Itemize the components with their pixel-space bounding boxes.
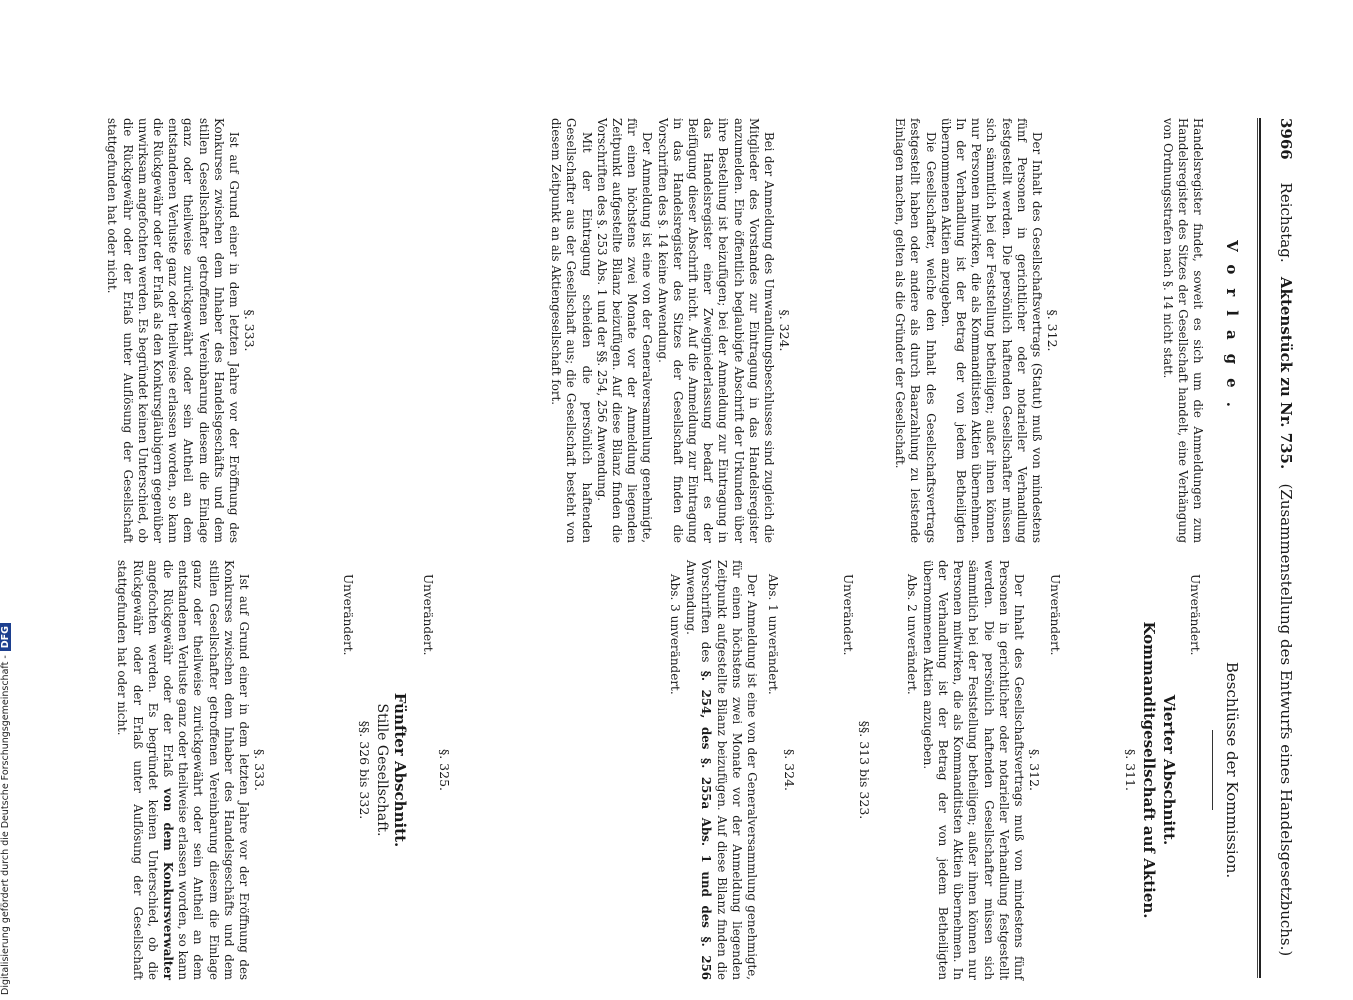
right-unveraendert-5: Unverändert. bbox=[341, 574, 355, 656]
right-s312-paragraph-1: Der Inhalt des Gesellschaftsvertrags muß von mindestens fünf Personen in gerichtlicher oder notarieller Verhandlung festgestellt werden. Die persönlich haftenden Gesellschafter müssen sich sämmtlich bei der Feststellung betheiligen; außer ihnen können nur Personen mitwirken, die als Kommanditisten Aktien übernehmen. In der Verhandlung ist der Betrag der von jedem Betheiligten übernommenen Aktien anzugeben. bbox=[920, 560, 1026, 980]
left-s324-paragraph-3: Mit der Eintragung scheiden die persönlich haftenden Gesellschafter aus der Gesellschaft aus; die Gesellschaft besteht von diesem Zeitpunkt an als Aktiengesellschaft fort. bbox=[549, 118, 594, 543]
right-unveraendert-2: Unverändert. bbox=[1048, 574, 1062, 656]
right-s324-paragraph-1: Abs. 1 unverändert. bbox=[766, 574, 780, 695]
right-s324-paragraph-3: Abs. 3 unverändert. bbox=[667, 574, 682, 695]
left-s324-paragraph-1: Bei der Anmeldung des Umwandlungsbeschlusses sind zugleich die Mitglieder des Vorstandes zur Eintragung in das Handelsregister anzumelden. Eine öffentlich beglaubigte Abschrift der Urkunden über ihre Bestellung ist beizufügen; bei der Anmeldung zur Eintragung in das Handelsregister einer Zweigniederlassung bedarf es der Beifügung dieser Abschrift nicht. Auf die Anmeldung zur Eintragung in das Handelsregister des Sitzes der Gesellschaft finden die Vorschriften des §. 14 keine Anwendung. bbox=[655, 118, 776, 543]
left-s333-title: §. 333. bbox=[242, 309, 257, 352]
credit-text: Digitalisierung gefördert durch die Deutsche Forschungsgemeinschaft - bbox=[0, 655, 11, 995]
right-column-heading: Beschlüsse der Kommission. bbox=[1223, 661, 1241, 879]
left-s312-title: §. 312. bbox=[1045, 309, 1060, 352]
right-s324 bbox=[667, 560, 828, 980]
right-s324-paragraph-2a: Der Anmeldung ist eine von der Generalversammlung genehmigte, für einen höchstens zwei Monate vor der Anmeldung liegenden Zeitpunkt aufgestellte Bilanz beizufügen. Auf diese Bilanz finden die Vorschriften des bbox=[699, 560, 759, 980]
right-s312-title: §. 312. bbox=[1027, 748, 1042, 792]
left-s312-paragraph-2: Die Gesellschafter, welche den Inhalt des Gesellschaftsvertrags festgestellt haben oder andere als durch Baarzahlung zu leistende Einlagen machen, gelten als die Gründer der Gesellschaft. bbox=[893, 118, 938, 543]
page-number: 3966 bbox=[1277, 118, 1295, 160]
left-intro bbox=[1159, 118, 1205, 543]
left-s312-paragraph-1: Der Inhalt des Gesellschaftsvertrags (Statut) muß von mindestens fünf Personen in gerichtlicher oder notarieller Verhandlung festgestellt werden. Die persönlich haftenden Gesellschafter müssen sich sämmtlich bei der Feststellung betheiligen; außer ihnen können nur Personen mitwirken, die als Kommanditisten Aktien übernehmen. In der Verhandlung ist der Betrag der von jedem Betheiligten übernommenen Aktien anzugeben. bbox=[938, 118, 1044, 543]
right-s333 bbox=[114, 560, 268, 980]
right-unveraendert-4: Unverändert. bbox=[421, 574, 435, 656]
left-s324 bbox=[548, 118, 793, 543]
left-s312 bbox=[892, 118, 1061, 543]
right-s324-paragraph-2c: Anwendung. bbox=[684, 560, 699, 635]
right-abschnitt-5: Fünfter Abschnitt. bbox=[391, 692, 409, 848]
right-unveraendert-3: Unverändert. bbox=[841, 574, 855, 656]
right-top bbox=[1122, 560, 1203, 980]
right-s313 bbox=[840, 560, 873, 980]
left-intro-text: Handelsregister findet, soweit es sich um die Anmeldungen zum Handelsregister des Sitzes der Gesellschaft handelt, eine Verhängung von Ordnungsstrafen nach §. 14 nicht statt. bbox=[1160, 118, 1205, 543]
right-s313-title: §§. 313 bis 323. bbox=[857, 720, 872, 820]
right-s325-title: §. 325. bbox=[437, 748, 452, 792]
header-source: Reichstag. bbox=[1277, 182, 1295, 263]
page-header bbox=[1277, 118, 1295, 978]
left-s333-paragraph-1: Ist auf Grund einer in dem letzten Jahre vor der Eröffnung des Konkurses zwischen dem Inhaber des Handelsgeschäfts und dem stillen Gesellschafter getroffenen Vereinbarung diesem die Einlage ganz oder theilweise zurückgewährt oder sein Antheil an dem entstandenen Verluste ganz oder theilweise erlassen worden, so kann die Rückgewähr oder der Erlaß als den Konkursgläubigern gegenüber unwirksam angefochten werden. Es begründet keinen Unterschied, ob die Rückgewähr oder der Erlaß unter Auflösung der Gesellschaft stattgefunden hat oder nicht. bbox=[105, 118, 241, 543]
left-s324-title: §. 324. bbox=[777, 309, 792, 352]
right-s312 bbox=[904, 560, 1063, 980]
right-s333-title: §. 333. bbox=[252, 748, 267, 792]
right-s333-paragraph-1a: Ist auf Grund einer in dem letzten Jahre vor der Eröffnung des Konkurses zwischen dem Inhaber des Handelsgeschäfts und dem stillen Gesellschafter getroffenen Vereinbarung diesem die Einlage ganz oder theilweise zurückgewährt oder sein Antheil an dem entstandenen Verluste ganz oder theilweise erlassen worden, so kann die Rückgewähr oder der Erlaß bbox=[160, 560, 251, 980]
right-s324-title: §. 324. bbox=[782, 748, 797, 792]
header-subject: (Zusammenstellung des Entwurfs eines Handelsgesetzbuchs.) bbox=[1277, 483, 1295, 957]
right-s311: §. 311. bbox=[1123, 748, 1138, 792]
right-s333-paragraph-1 bbox=[114, 560, 251, 980]
right-s333-paragraph-1b: von dem Konkursverwalter bbox=[160, 788, 175, 981]
dfg-logo: DFG bbox=[0, 623, 11, 651]
right-abschnitt-4-title: Kommanditgesellschaft auf Aktien. bbox=[1140, 621, 1158, 919]
left-s333 bbox=[104, 118, 258, 543]
right-abschnitt-4: Vierter Abschnitt. bbox=[1160, 694, 1178, 846]
right-unveraendert-1: Unverändert. bbox=[1188, 574, 1202, 656]
right-s312-paragraph-2: Abs. 2 unverändert. bbox=[904, 574, 919, 695]
right-s324-paragraph-2b: §. 254, des §. 255a Abs. 1 und des §. 256 bbox=[699, 670, 714, 981]
heading-rule bbox=[1212, 730, 1213, 810]
right-s325 bbox=[340, 560, 453, 980]
right-s324-paragraph-2 bbox=[683, 560, 759, 980]
digitization-credit bbox=[0, 623, 11, 995]
right-abschnitt-5-title: Stille Gesellschaft. bbox=[374, 703, 390, 837]
header-document: Aktenstück zu Nr. 735. bbox=[1277, 276, 1295, 470]
right-s333-paragraph-1c: angefochten werden. Es begründet keinen Unterschied, ob die Rückgewähr oder der Erlaß unter Auflösung der Gesellschaft stattgefunden hat oder nicht. bbox=[115, 560, 160, 980]
left-column-heading: Vorlage. bbox=[1223, 240, 1241, 421]
header-rule-thin bbox=[1257, 118, 1258, 978]
left-s324-paragraph-2: Der Anmeldung ist eine von der Generalversammlung genehmigte, für einen höchstens zwei Monate vor der Anmeldung liegenden Zeitpunkt aufgestellte Bilanz beizufügen. Auf diese Bilanz finden die Vorschriften des §. 253 Abs. 1 und der §§. 254, 256 Anwendung. bbox=[594, 118, 655, 543]
header-rule bbox=[1259, 118, 1261, 978]
right-s326: §§. 326 bis 332. bbox=[357, 720, 372, 820]
